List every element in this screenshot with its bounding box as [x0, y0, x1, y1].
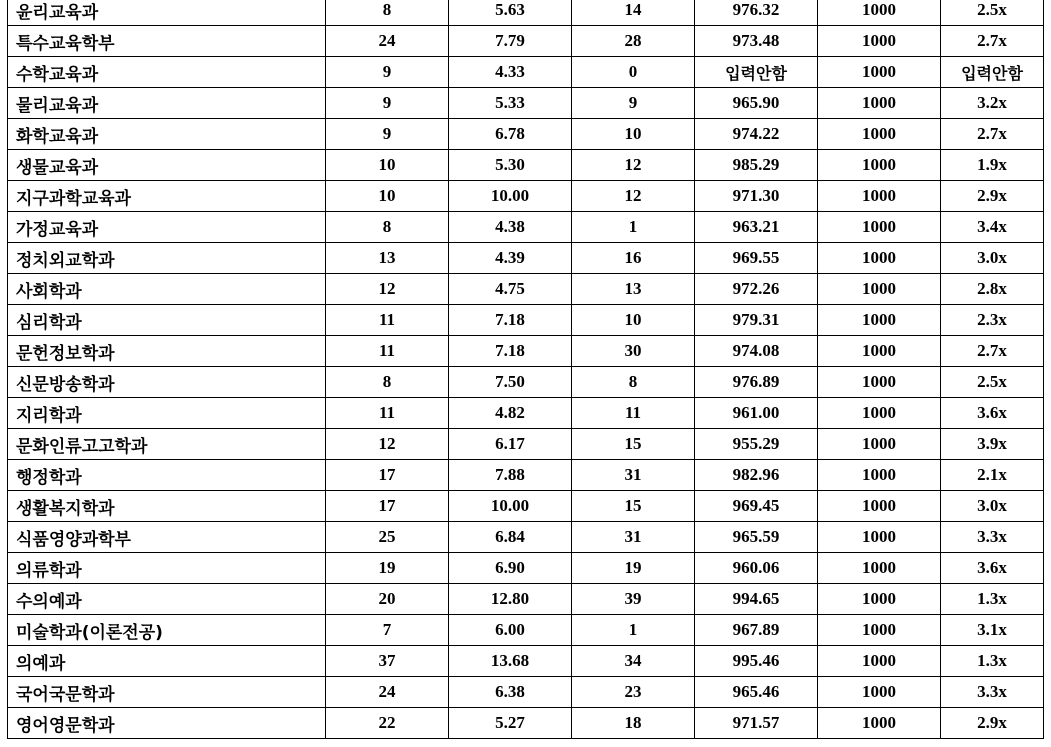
value-cell-col-3: 4.38	[449, 212, 572, 243]
department-name-cell: 영어영문학과	[8, 708, 326, 739]
value-cell-col-5: 965.46	[695, 677, 818, 708]
value-cell-col-3: 7.18	[449, 336, 572, 367]
value-cell-col-5: 963.21	[695, 212, 818, 243]
value-cell-col-6: 1000	[818, 57, 941, 88]
value-cell-col-2: 11	[326, 398, 449, 429]
department-name-cell: 의예과	[8, 646, 326, 677]
value-cell-col-6: 1000	[818, 708, 941, 739]
value-cell-col-5: 972.26	[695, 274, 818, 305]
value-cell-col-5: 965.59	[695, 522, 818, 553]
value-cell-col-6: 1000	[818, 150, 941, 181]
table-row	[8, 150, 1044, 181]
value-cell-col-6: 1000	[818, 646, 941, 677]
department-name-cell: 생활복지학과	[8, 491, 326, 522]
value-cell-col-4: 28	[572, 26, 695, 57]
table-row	[8, 305, 1044, 336]
value-cell-col-5: 974.22	[695, 119, 818, 150]
value-cell-col-6: 1000	[818, 615, 941, 646]
value-cell-col-2: 17	[326, 491, 449, 522]
department-name-cell: 특수교육학부	[8, 26, 326, 57]
value-cell-col-2: 8	[326, 0, 449, 26]
value-cell-col-4: 34	[572, 646, 695, 677]
value-cell-col-6: 1000	[818, 274, 941, 305]
value-cell-col-7: 3.3x	[941, 677, 1044, 708]
value-cell-col-3: 6.78	[449, 119, 572, 150]
value-cell-col-4: 30	[572, 336, 695, 367]
table-row	[8, 522, 1044, 553]
value-cell-col-2: 9	[326, 119, 449, 150]
value-cell-col-3: 7.18	[449, 305, 572, 336]
value-cell-col-5: 960.06	[695, 553, 818, 584]
value-cell-col-2: 12	[326, 274, 449, 305]
value-cell-col-3: 10.00	[449, 181, 572, 212]
value-cell-col-5: 995.46	[695, 646, 818, 677]
value-cell-col-6: 1000	[818, 0, 941, 26]
department-name-cell: 문화인류고고학과	[8, 429, 326, 460]
value-cell-col-6: 1000	[818, 677, 941, 708]
value-cell-col-3: 6.84	[449, 522, 572, 553]
department-name-cell: 지구과학교육과	[8, 181, 326, 212]
value-cell-col-5: 973.48	[695, 26, 818, 57]
department-name-cell: 지리학과	[8, 398, 326, 429]
table-row	[8, 26, 1044, 57]
value-cell-col-5: 982.96	[695, 460, 818, 491]
value-cell-col-4: 31	[572, 460, 695, 491]
value-cell-col-2: 11	[326, 305, 449, 336]
value-cell-col-7: 2.7x	[941, 336, 1044, 367]
table-row	[8, 460, 1044, 491]
value-cell-col-6: 1000	[818, 522, 941, 553]
value-cell-col-6: 1000	[818, 119, 941, 150]
value-cell-col-2: 7	[326, 615, 449, 646]
value-cell-col-7: 2.5x	[941, 0, 1044, 26]
value-cell-col-6: 1000	[818, 491, 941, 522]
value-cell-col-4: 23	[572, 677, 695, 708]
department-name-cell: 신문방송학과	[8, 367, 326, 398]
value-cell-col-7: 3.2x	[941, 88, 1044, 119]
value-cell-col-5: 976.32	[695, 0, 818, 26]
value-cell-col-5: 985.29	[695, 150, 818, 181]
value-cell-col-3: 7.88	[449, 460, 572, 491]
value-cell-col-2: 8	[326, 367, 449, 398]
value-cell-col-2: 11	[326, 336, 449, 367]
value-cell-col-5: 967.89	[695, 615, 818, 646]
value-cell-col-4: 19	[572, 553, 695, 584]
table-row	[8, 491, 1044, 522]
value-cell-col-2: 37	[326, 646, 449, 677]
value-cell-col-5: 969.45	[695, 491, 818, 522]
value-cell-col-7: 1.3x	[941, 646, 1044, 677]
value-cell-col-4: 11	[572, 398, 695, 429]
value-cell-col-2: 10	[326, 181, 449, 212]
value-cell-col-7: 3.0x	[941, 491, 1044, 522]
value-cell-col-5: 974.08	[695, 336, 818, 367]
value-cell-col-4: 1	[572, 212, 695, 243]
value-cell-col-7: 입력안함	[941, 57, 1044, 88]
value-cell-col-7: 2.9x	[941, 181, 1044, 212]
value-cell-col-7: 2.5x	[941, 367, 1044, 398]
table-row	[8, 0, 1044, 26]
table-row	[8, 243, 1044, 274]
value-cell-col-7: 3.4x	[941, 212, 1044, 243]
department-name-cell: 국어국문학과	[8, 677, 326, 708]
value-cell-col-7: 2.7x	[941, 119, 1044, 150]
value-cell-col-2: 8	[326, 212, 449, 243]
table-row	[8, 429, 1044, 460]
value-cell-col-6: 1000	[818, 398, 941, 429]
value-cell-col-5: 979.31	[695, 305, 818, 336]
value-cell-col-5: 955.29	[695, 429, 818, 460]
value-cell-col-4: 9	[572, 88, 695, 119]
department-name-cell: 식품영양과학부	[8, 522, 326, 553]
value-cell-col-7: 2.8x	[941, 274, 1044, 305]
value-cell-col-6: 1000	[818, 243, 941, 274]
value-cell-col-3: 4.39	[449, 243, 572, 274]
value-cell-col-3: 5.30	[449, 150, 572, 181]
value-cell-col-7: 3.1x	[941, 615, 1044, 646]
value-cell-col-2: 12	[326, 429, 449, 460]
value-cell-col-2: 25	[326, 522, 449, 553]
table-row	[8, 398, 1044, 429]
value-cell-col-4: 15	[572, 429, 695, 460]
value-cell-col-2: 13	[326, 243, 449, 274]
table-body	[8, 0, 1044, 739]
value-cell-col-6: 1000	[818, 553, 941, 584]
department-name-cell: 생물교육과	[8, 150, 326, 181]
value-cell-col-6: 1000	[818, 305, 941, 336]
value-cell-col-4: 39	[572, 584, 695, 615]
value-cell-col-5: 969.55	[695, 243, 818, 274]
value-cell-col-3: 10.00	[449, 491, 572, 522]
value-cell-col-3: 6.00	[449, 615, 572, 646]
value-cell-col-6: 1000	[818, 181, 941, 212]
value-cell-col-6: 1000	[818, 429, 941, 460]
value-cell-col-4: 12	[572, 181, 695, 212]
value-cell-col-7: 3.6x	[941, 398, 1044, 429]
value-cell-col-3: 13.68	[449, 646, 572, 677]
table-row	[8, 336, 1044, 367]
value-cell-col-2: 10	[326, 150, 449, 181]
value-cell-col-2: 19	[326, 553, 449, 584]
value-cell-col-3: 7.50	[449, 367, 572, 398]
department-name-cell: 가정교육과	[8, 212, 326, 243]
value-cell-col-2: 9	[326, 57, 449, 88]
department-name-cell: 화학교육과	[8, 119, 326, 150]
value-cell-col-5: 965.90	[695, 88, 818, 119]
value-cell-col-7: 2.7x	[941, 26, 1044, 57]
value-cell-col-3: 4.82	[449, 398, 572, 429]
value-cell-col-7: 3.9x	[941, 429, 1044, 460]
value-cell-col-7: 1.3x	[941, 584, 1044, 615]
value-cell-col-5: 994.65	[695, 584, 818, 615]
value-cell-col-2: 20	[326, 584, 449, 615]
department-name-cell: 물리교육과	[8, 88, 326, 119]
value-cell-col-5: 976.89	[695, 367, 818, 398]
department-name-cell: 문헌정보학과	[8, 336, 326, 367]
table-row	[8, 119, 1044, 150]
value-cell-col-4: 18	[572, 708, 695, 739]
table-row	[8, 677, 1044, 708]
value-cell-col-6: 1000	[818, 26, 941, 57]
value-cell-col-3: 6.90	[449, 553, 572, 584]
value-cell-col-5: 971.30	[695, 181, 818, 212]
value-cell-col-2: 24	[326, 677, 449, 708]
department-name-cell: 수학교육과	[8, 57, 326, 88]
value-cell-col-3: 7.79	[449, 26, 572, 57]
department-name-cell: 의류학과	[8, 553, 326, 584]
department-name-cell: 미술학과(이론전공)	[8, 615, 326, 646]
value-cell-col-4: 13	[572, 274, 695, 305]
value-cell-col-6: 1000	[818, 367, 941, 398]
department-name-cell: 윤리교육과	[8, 0, 326, 26]
table-row	[8, 88, 1044, 119]
department-name-cell: 사회학과	[8, 274, 326, 305]
value-cell-col-5: 961.00	[695, 398, 818, 429]
value-cell-col-4: 12	[572, 150, 695, 181]
value-cell-col-3: 5.27	[449, 708, 572, 739]
value-cell-col-3: 4.75	[449, 274, 572, 305]
value-cell-col-7: 2.1x	[941, 460, 1044, 491]
value-cell-col-7: 2.3x	[941, 305, 1044, 336]
value-cell-col-3: 4.33	[449, 57, 572, 88]
table-row	[8, 646, 1044, 677]
value-cell-col-7: 2.9x	[941, 708, 1044, 739]
table-row	[8, 212, 1044, 243]
value-cell-col-2: 22	[326, 708, 449, 739]
value-cell-col-4: 16	[572, 243, 695, 274]
value-cell-col-3: 12.80	[449, 584, 572, 615]
table-row	[8, 367, 1044, 398]
table-row	[8, 708, 1044, 739]
value-cell-col-5: 입력안함	[695, 57, 818, 88]
value-cell-col-4: 0	[572, 57, 695, 88]
value-cell-col-7: 3.0x	[941, 243, 1044, 274]
value-cell-col-2: 17	[326, 460, 449, 491]
department-name-cell: 심리학과	[8, 305, 326, 336]
table-row	[8, 57, 1044, 88]
department-name-cell: 행정학과	[8, 460, 326, 491]
value-cell-col-3: 5.63	[449, 0, 572, 26]
department-name-cell: 수의예과	[8, 584, 326, 615]
value-cell-col-2: 24	[326, 26, 449, 57]
value-cell-col-3: 6.17	[449, 429, 572, 460]
value-cell-col-4: 15	[572, 491, 695, 522]
admission-statistics-table	[7, 0, 1044, 739]
value-cell-col-6: 1000	[818, 88, 941, 119]
value-cell-col-4: 8	[572, 367, 695, 398]
value-cell-col-4: 14	[572, 0, 695, 26]
value-cell-col-4: 31	[572, 522, 695, 553]
value-cell-col-6: 1000	[818, 212, 941, 243]
value-cell-col-6: 1000	[818, 584, 941, 615]
value-cell-col-4: 10	[572, 119, 695, 150]
value-cell-col-5: 971.57	[695, 708, 818, 739]
value-cell-col-4: 1	[572, 615, 695, 646]
value-cell-col-3: 6.38	[449, 677, 572, 708]
value-cell-col-7: 1.9x	[941, 150, 1044, 181]
department-name-cell: 정치외교학과	[8, 243, 326, 274]
table-row	[8, 584, 1044, 615]
value-cell-col-3: 5.33	[449, 88, 572, 119]
table-row	[8, 553, 1044, 584]
value-cell-col-4: 10	[572, 305, 695, 336]
table-row	[8, 181, 1044, 212]
value-cell-col-7: 3.3x	[941, 522, 1044, 553]
table-row	[8, 615, 1044, 646]
value-cell-col-2: 9	[326, 88, 449, 119]
value-cell-col-7: 3.6x	[941, 553, 1044, 584]
value-cell-col-6: 1000	[818, 336, 941, 367]
table-row	[8, 274, 1044, 305]
value-cell-col-6: 1000	[818, 460, 941, 491]
